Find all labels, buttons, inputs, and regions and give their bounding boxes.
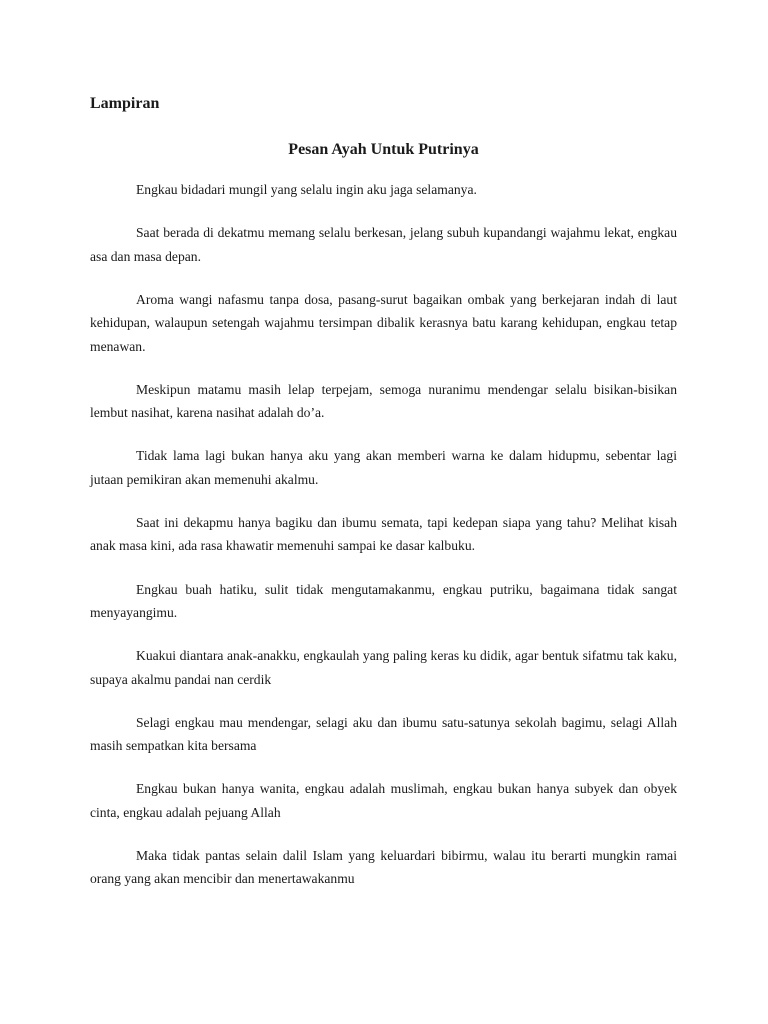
paragraph-2: Saat berada di dekatmu memang selalu berkesan, jelang subuh kupandangi wajahmu lekat, engkau asa dan masa depan. [90,225,677,264]
section-heading: Lampiran [90,95,160,112]
paragraph-6: Saat ini dekapmu hanya bagiku dan ibumu semata, tapi kedepan siapa yang tahu? Melihat kisah anak masa kini, ada rasa khawatir memenuhi sampai ke dasar kalbuku. [90,514,677,554]
paragraph-8: Kuakui diantara anak-anakku, engkaulah yang paling keras ku didik, agar bentuk sifatmu tak kaku, supaya akalmu pandai nan cerdik [90,648,677,687]
paragraph-1: Engkau bidadari mungil yang selalu ingin aku jaga selamanya. [136,182,477,197]
paragraph-10: Engkau bukan hanya wanita, engkau adalah muslimah, engkau bukan hanya subyek dan obyek cinta, engkau adalah pejuang Allah [90,781,677,820]
paragraph-11: Maka tidak pantas selain dalil Islam yang keluardari bibirmu, walau itu berarti mungkin ramai orang yang akan mencibir dan menertawakanmu [90,847,677,887]
paragraph-7: Engkau buah hatiku, sulit tidak mengutamakanmu, engkau putriku, bagaimana tidak sangat menyayangimu. [90,581,677,621]
body-text [90,178,677,891]
document-title: Pesan Ayah Untuk Putrinya [288,141,479,158]
paragraph-4: Meskipun matamu masih lelap terpejam, semoga nuranimu mendengar selalu bisikan-bisikan lembut nasihat, karena nasihat adalah do’a. [90,381,677,421]
document-page [90,88,677,911]
paragraph-5: Tidak lama lagi bukan hanya aku yang akan memberi warna ke dalam hidupmu, sebentar lagi jutaan pemikiran akan memenuhi akalmu. [90,448,677,487]
paragraph-3: Aroma wangi nafasmu tanpa dosa, pasang-surut bagaikan ombak yang berkejaran indah di laut kehidupan, walaupun setengah wajahmu tersimpan dibalik kerasnya batu karang kehidupan, engkau tetap menawan. [90,291,677,354]
paragraph-9: Selagi engkau mau mendengar, selagi aku dan ibumu satu-satunya sekolah bagimu, selagi Allah masih sempatkan kita bersama [90,714,677,754]
